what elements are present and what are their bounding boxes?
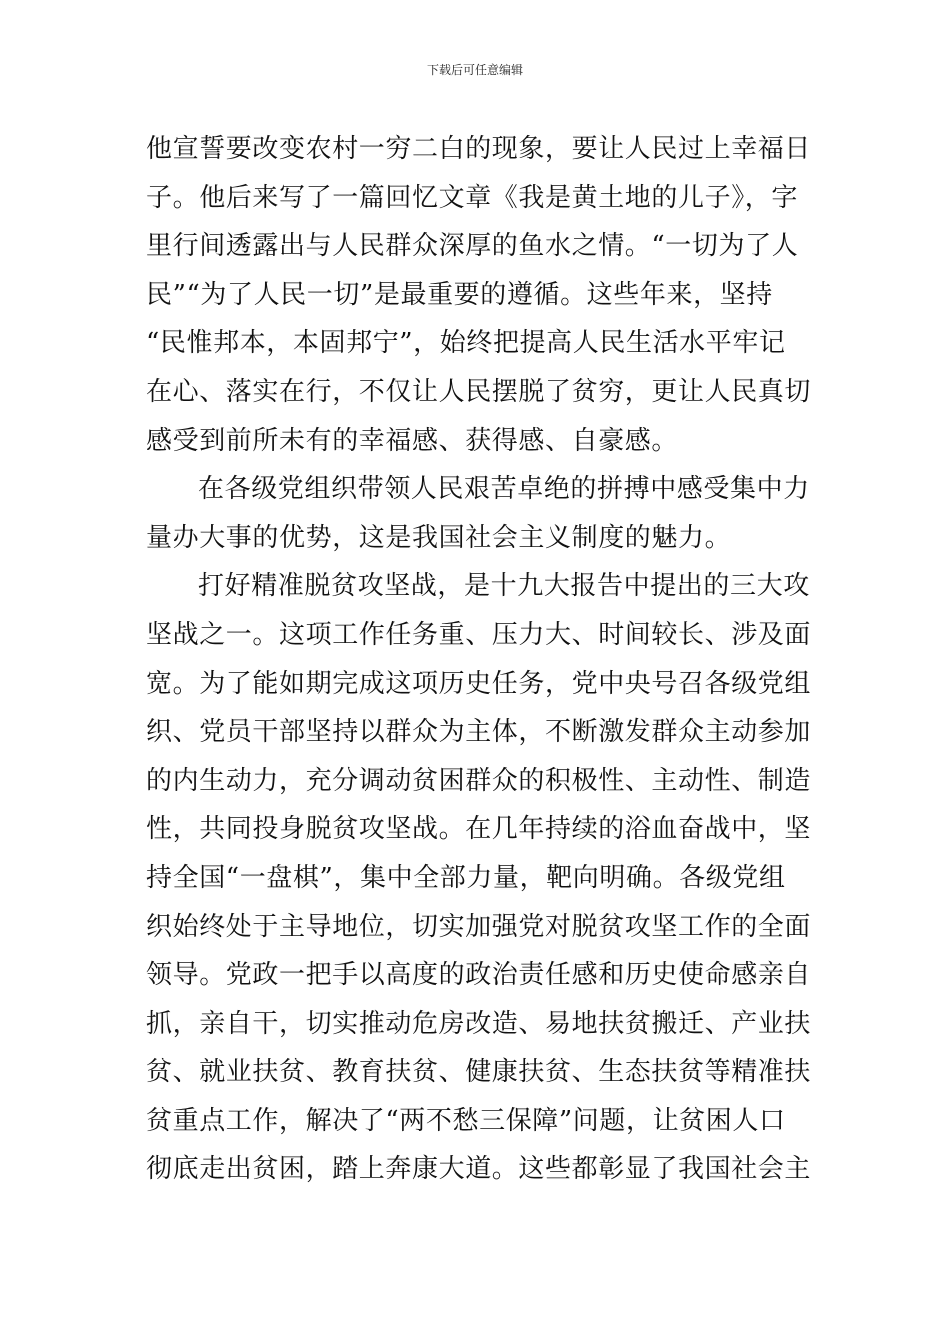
document-text-line: 坚战之一。这项工作任务重、压力大、时间较长、涉及面 xyxy=(146,619,812,650)
document-text-line: 在各级党组织带领人民艰苦卓绝的拼搏中感受集中力 xyxy=(198,474,810,505)
document-text-line: 宽。为了能如期完成这项历史任务，党中央号召各级党组 xyxy=(146,668,812,699)
document-text-line: 的内生动力，充分调动贫困群众的积极性、主动性、制造 xyxy=(146,765,812,796)
document-text-line: 彻底走出贫困，踏上奔康大道。这些都彰显了我国社会主 xyxy=(146,1154,812,1185)
document-text-line: 打好精准脱贫攻坚战，是十九大报告中提出的三大攻 xyxy=(198,571,810,602)
document-text-line: 性，共同投身脱贫攻坚战。在几年持续的浴血奋战中，坚 xyxy=(146,814,812,845)
document-text-line: 他宣誓要改变农村一穷二白的现象，要让人民过上幸福日 xyxy=(146,134,812,164)
document-text-line: 持全国“一盘棋”，集中全部力量，靶向明确。各级党组 xyxy=(146,862,786,893)
document-text-line: 织始终处于主导地位，切实加强党对脱贫攻坚工作的全面 xyxy=(146,911,812,942)
document-text-line: 民”“为了人民一切”是最重要的遵循。这些年来，坚持 xyxy=(146,279,773,310)
document-text-line: 织、党员干部坚持以群众为主体，不断激发群众主动参加 xyxy=(146,717,812,748)
document-text-line: 贫、就业扶贫、教育扶贫、健康扶贫、生态扶贫等精准扶 xyxy=(146,1057,812,1088)
document-text-line: 抓，亲自干，切实推动危房改造、易地扶贫搬迁、产业扶 xyxy=(146,1008,812,1039)
document-text-line: 感受到前所未有的幸福感、获得感、自豪感。 xyxy=(146,425,679,456)
document-body xyxy=(146,125,810,1194)
document-text-line: 量办大事的优势，这是我国社会主义制度的魅力。 xyxy=(146,522,732,553)
document-text-line: 领导。党政一把手以高度的政治责任感和历史使命感亲自 xyxy=(146,960,812,991)
page-header: 下载后可任意编辑 xyxy=(426,63,523,77)
document-text-line: 贫重点工作，解决了“两不愁三保障”问题，让贫困人口 xyxy=(146,1105,786,1136)
document-text-line: 在心、落实在行，不仅让人民摆脱了贫穷，更让人民真切 xyxy=(146,376,812,407)
document-text-line: 里行间透露出与人民群众深厚的鱼水之情。“一切为了人 xyxy=(146,231,799,262)
document-text-line: 子。他后来写了一篇回忆文章《我是黄土地的儿子》，字 xyxy=(146,182,799,213)
document-text-line: “民惟邦本，本固邦宁”，始终把提高人民生活水平牢记 xyxy=(146,328,786,359)
